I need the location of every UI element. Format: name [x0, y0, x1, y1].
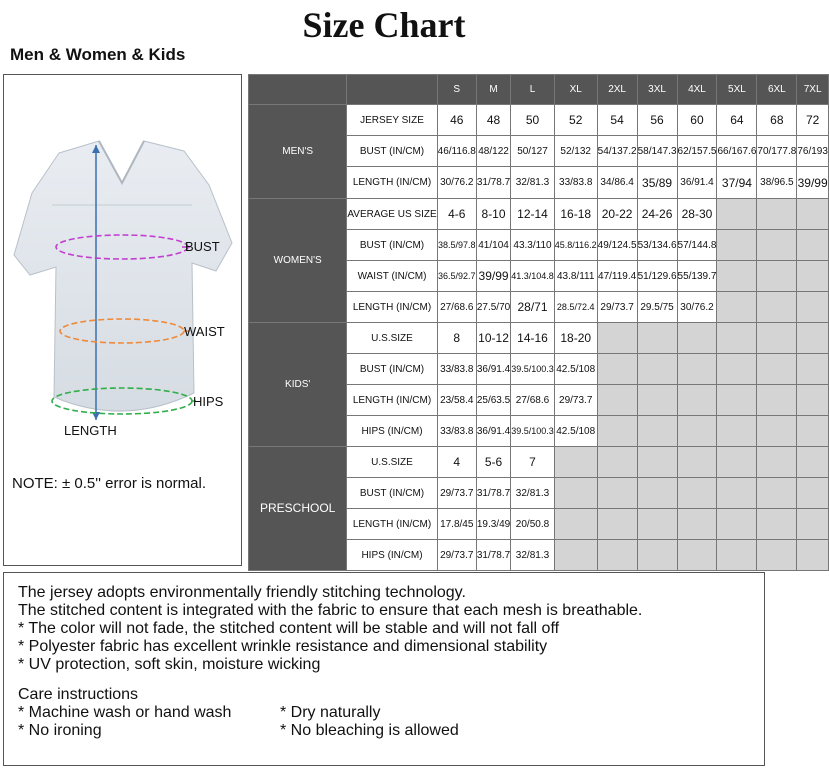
empty-cell [677, 540, 717, 571]
row-label: HIPS (IN/CM) [347, 416, 437, 447]
empty-cell [717, 540, 757, 571]
size-value-cell: 54 [597, 105, 637, 136]
row-label: BUST (IN/CM) [347, 478, 437, 509]
group-label: MEN'S [249, 105, 347, 199]
row-label: U.S.SIZE [347, 447, 437, 478]
size-header: 7XL [797, 75, 829, 105]
row-label: BUST (IN/CM) [347, 230, 437, 261]
size-value-cell: 32/81.3 [511, 167, 555, 199]
size-value-cell: 25/63.5 [476, 385, 510, 416]
size-value-cell: 17.8/45 [437, 509, 476, 540]
size-value-cell: 12-14 [511, 199, 555, 230]
row-label: AVERAGE US SIZE [347, 199, 437, 230]
empty-cell [757, 385, 797, 416]
size-value-cell: 4 [437, 447, 476, 478]
bust-label: BUST [185, 239, 220, 254]
size-value-cell: 10-12 [476, 323, 510, 354]
size-value-cell: 43.3/110 [511, 230, 555, 261]
size-value-cell: 37/94 [717, 167, 757, 199]
size-value-cell: 70/177.8 [757, 136, 797, 167]
size-value-cell: 41.3/104.8 [511, 261, 555, 292]
empty-cell [597, 447, 637, 478]
size-value-cell: 27/68.6 [437, 292, 476, 323]
care-title: Care instructions [18, 686, 139, 703]
size-value-cell: 36/91.4 [476, 416, 510, 447]
size-header-row [249, 75, 829, 105]
size-value-cell: 42.5/108 [554, 354, 597, 385]
empty-cell [717, 385, 757, 416]
feature-line: The stitched content is integrated with the fabric to ensure that each mesh is breathable. [18, 602, 643, 619]
size-value-cell: 48 [476, 105, 510, 136]
empty-cell [597, 416, 637, 447]
product-notes-box [3, 572, 765, 766]
size-value-cell: 31/78.7 [476, 478, 510, 509]
empty-cell [797, 509, 829, 540]
size-value-cell: 62/157.5 [677, 136, 717, 167]
feature-line: * The color will not fade, the stitched content will be stable and will not fall off [18, 620, 560, 637]
row-label: WAIST (IN/CM) [347, 261, 437, 292]
size-value-cell: 38.5/97.8 [437, 230, 476, 261]
empty-cell [757, 540, 797, 571]
empty-cell [637, 478, 677, 509]
empty-cell [597, 354, 637, 385]
empty-cell [554, 540, 597, 571]
size-value-cell: 32/81.3 [511, 478, 555, 509]
empty-cell [677, 509, 717, 540]
size-value-cell: 31/78.7 [476, 540, 510, 571]
row-label: BUST (IN/CM) [347, 136, 437, 167]
size-value-cell: 76/193 [797, 136, 829, 167]
empty-cell [757, 354, 797, 385]
empty-cell [677, 416, 717, 447]
size-value-cell: 60 [677, 105, 717, 136]
row-label: U.S.SIZE [347, 323, 437, 354]
empty-cell [597, 540, 637, 571]
group-label: WOMEN'S [249, 199, 347, 323]
size-value-cell: 31/78.7 [476, 167, 510, 199]
size-value-cell: 29.5/75 [637, 292, 677, 323]
feature-line: * Polyester fabric has excellent wrinkle resistance and dimensional stability [18, 638, 548, 655]
empty-cell [677, 447, 717, 478]
size-value-cell: 36.5/92.7 [437, 261, 476, 292]
size-value-cell: 58/147.3 [637, 136, 677, 167]
size-header: 3XL [637, 75, 677, 105]
empty-cell [597, 323, 637, 354]
size-value-cell: 33/83.8 [437, 416, 476, 447]
size-value-cell: 33/83.8 [437, 354, 476, 385]
size-value-cell: 54/137.2 [597, 136, 637, 167]
empty-cell [637, 540, 677, 571]
size-value-cell: 28/71 [511, 292, 555, 323]
empty-cell [717, 323, 757, 354]
size-value-cell: 64 [717, 105, 757, 136]
care-item: * Machine wash or hand wash [18, 704, 232, 721]
empty-cell [757, 230, 797, 261]
size-value-cell: 50 [511, 105, 555, 136]
size-value-cell: 38/96.5 [757, 167, 797, 199]
row-label: LENGTH (IN/CM) [347, 509, 437, 540]
size-value-cell: 51/129.6 [637, 261, 677, 292]
empty-cell [797, 447, 829, 478]
row-label: BUST (IN/CM) [347, 354, 437, 385]
size-row [249, 105, 829, 136]
size-value-cell: 50/127 [511, 136, 555, 167]
size-value-cell: 36/91.4 [476, 354, 510, 385]
size-value-cell: 52 [554, 105, 597, 136]
size-value-cell: 29/73.7 [554, 385, 597, 416]
page-title: Size Chart [302, 5, 466, 45]
hips-label: HIPS [193, 394, 224, 409]
group-label: KIDS' [249, 323, 347, 447]
empty-cell [757, 416, 797, 447]
empty-cell [677, 354, 717, 385]
size-header: L [511, 75, 555, 105]
care-item: * Dry naturally [280, 704, 381, 721]
size-header: XL [554, 75, 597, 105]
size-value-cell: 55/139.7 [677, 261, 717, 292]
empty-cell [637, 416, 677, 447]
empty-cell [677, 385, 717, 416]
empty-cell [717, 447, 757, 478]
size-header: S [437, 75, 476, 105]
empty-cell [757, 447, 797, 478]
size-value-cell: 27.5/70 [476, 292, 510, 323]
size-value-cell: 53/134.6 [637, 230, 677, 261]
size-value-cell: 35/89 [637, 167, 677, 199]
empty-cell [797, 478, 829, 509]
feature-line: The jersey adopts environmentally friendly stitching technology. [18, 584, 466, 601]
size-value-cell: 46 [437, 105, 476, 136]
size-value-cell: 45.8/116.2 [554, 230, 597, 261]
empty-cell [637, 509, 677, 540]
size-value-cell: 39/99 [797, 167, 829, 199]
empty-cell [554, 447, 597, 478]
length-label: LENGTH [64, 423, 117, 438]
row-label: LENGTH (IN/CM) [347, 167, 437, 199]
care-item: * No bleaching is allowed [280, 722, 459, 739]
size-value-cell: 19.3/49 [476, 509, 510, 540]
empty-cell [717, 509, 757, 540]
size-value-cell: 5-6 [476, 447, 510, 478]
empty-cell [637, 447, 677, 478]
size-value-cell: 48/122 [476, 136, 510, 167]
empty-cell [717, 199, 757, 230]
empty-cell [717, 292, 757, 323]
empty-cell [797, 354, 829, 385]
size-value-cell: 14-16 [511, 323, 555, 354]
empty-cell [797, 292, 829, 323]
waist-label: WAIST [184, 324, 225, 339]
size-value-cell: 49/124.5 [597, 230, 637, 261]
size-value-cell: 43.8/111 [554, 261, 597, 292]
empty-cell [757, 323, 797, 354]
size-value-cell: 52/132 [554, 136, 597, 167]
size-value-cell: 29/73.7 [437, 478, 476, 509]
empty-cell [717, 261, 757, 292]
size-value-cell: 20/50.8 [511, 509, 555, 540]
empty-cell [797, 540, 829, 571]
empty-cell [637, 354, 677, 385]
size-value-cell: 33/83.8 [554, 167, 597, 199]
empty-cell [637, 385, 677, 416]
size-value-cell: 34/86.4 [597, 167, 637, 199]
size-row [249, 323, 829, 354]
empty-cell [797, 416, 829, 447]
empty-cell [757, 199, 797, 230]
empty-cell [717, 416, 757, 447]
empty-cell [757, 261, 797, 292]
size-header: 5XL [717, 75, 757, 105]
empty-cell [597, 509, 637, 540]
empty-cell [797, 385, 829, 416]
size-value-cell: 29/73.7 [437, 540, 476, 571]
empty-cell [554, 509, 597, 540]
size-value-cell: 27/68.6 [511, 385, 555, 416]
row-label: LENGTH (IN/CM) [347, 385, 437, 416]
size-value-cell: 56 [637, 105, 677, 136]
empty-cell [597, 478, 637, 509]
empty-cell [597, 385, 637, 416]
empty-cell [717, 230, 757, 261]
empty-cell [677, 323, 717, 354]
size-value-cell: 29/73.7 [597, 292, 637, 323]
size-value-cell: 66/167.6 [717, 136, 757, 167]
size-value-cell: 28.5/72.4 [554, 292, 597, 323]
header-corner [347, 75, 437, 105]
size-value-cell: 47/119.4 [597, 261, 637, 292]
size-value-cell: 16-18 [554, 199, 597, 230]
size-value-cell: 42.5/108 [554, 416, 597, 447]
header-corner [249, 75, 347, 105]
measurement-note: NOTE: ± 0.5'' error is normal. [12, 475, 207, 492]
size-value-cell: 30/76.2 [437, 167, 476, 199]
size-value-cell: 8-10 [476, 199, 510, 230]
size-value-cell: 4-6 [437, 199, 476, 230]
empty-cell [757, 478, 797, 509]
size-value-cell: 46/116.8 [437, 136, 476, 167]
size-value-cell: 39/99 [476, 261, 510, 292]
empty-cell [717, 354, 757, 385]
size-chart-table [248, 74, 829, 571]
size-header: 6XL [757, 75, 797, 105]
jersey-illustration [4, 75, 241, 435]
size-header: M [476, 75, 510, 105]
empty-cell [797, 230, 829, 261]
size-row [249, 447, 829, 478]
size-value-cell: 7 [511, 447, 555, 478]
size-value-cell: 20-22 [597, 199, 637, 230]
size-header: 4XL [677, 75, 717, 105]
empty-cell [677, 478, 717, 509]
size-value-cell: 72 [797, 105, 829, 136]
feature-line: * UV protection, soft skin, moisture wicking [18, 656, 321, 673]
size-value-cell: 32/81.3 [511, 540, 555, 571]
size-value-cell: 28-30 [677, 199, 717, 230]
row-label: LENGTH (IN/CM) [347, 292, 437, 323]
size-value-cell: 30/76.2 [677, 292, 717, 323]
size-value-cell: 68 [757, 105, 797, 136]
size-row [249, 199, 829, 230]
row-label: JERSEY SIZE [347, 105, 437, 136]
empty-cell [637, 323, 677, 354]
size-value-cell: 24-26 [637, 199, 677, 230]
care-item: * No ironing [18, 722, 102, 739]
empty-cell [797, 261, 829, 292]
size-value-cell: 18-20 [554, 323, 597, 354]
size-header: 2XL [597, 75, 637, 105]
size-value-cell: 8 [437, 323, 476, 354]
empty-cell [717, 478, 757, 509]
empty-cell [797, 323, 829, 354]
empty-cell [757, 509, 797, 540]
size-value-cell: 23/58.4 [437, 385, 476, 416]
empty-cell [797, 199, 829, 230]
audience-subtitle: Men & Women & Kids [10, 45, 186, 64]
size-value-cell: 39.5/100.3 [511, 354, 555, 385]
size-value-cell: 41/104 [476, 230, 510, 261]
jersey-diagram-panel [3, 74, 242, 566]
size-value-cell: 39.5/100.3 [511, 416, 555, 447]
empty-cell [757, 292, 797, 323]
group-label: PRESCHOOL [249, 447, 347, 571]
size-value-cell: 36/91.4 [677, 167, 717, 199]
row-label: HIPS (IN/CM) [347, 540, 437, 571]
size-value-cell: 57/144.8 [677, 230, 717, 261]
empty-cell [554, 478, 597, 509]
